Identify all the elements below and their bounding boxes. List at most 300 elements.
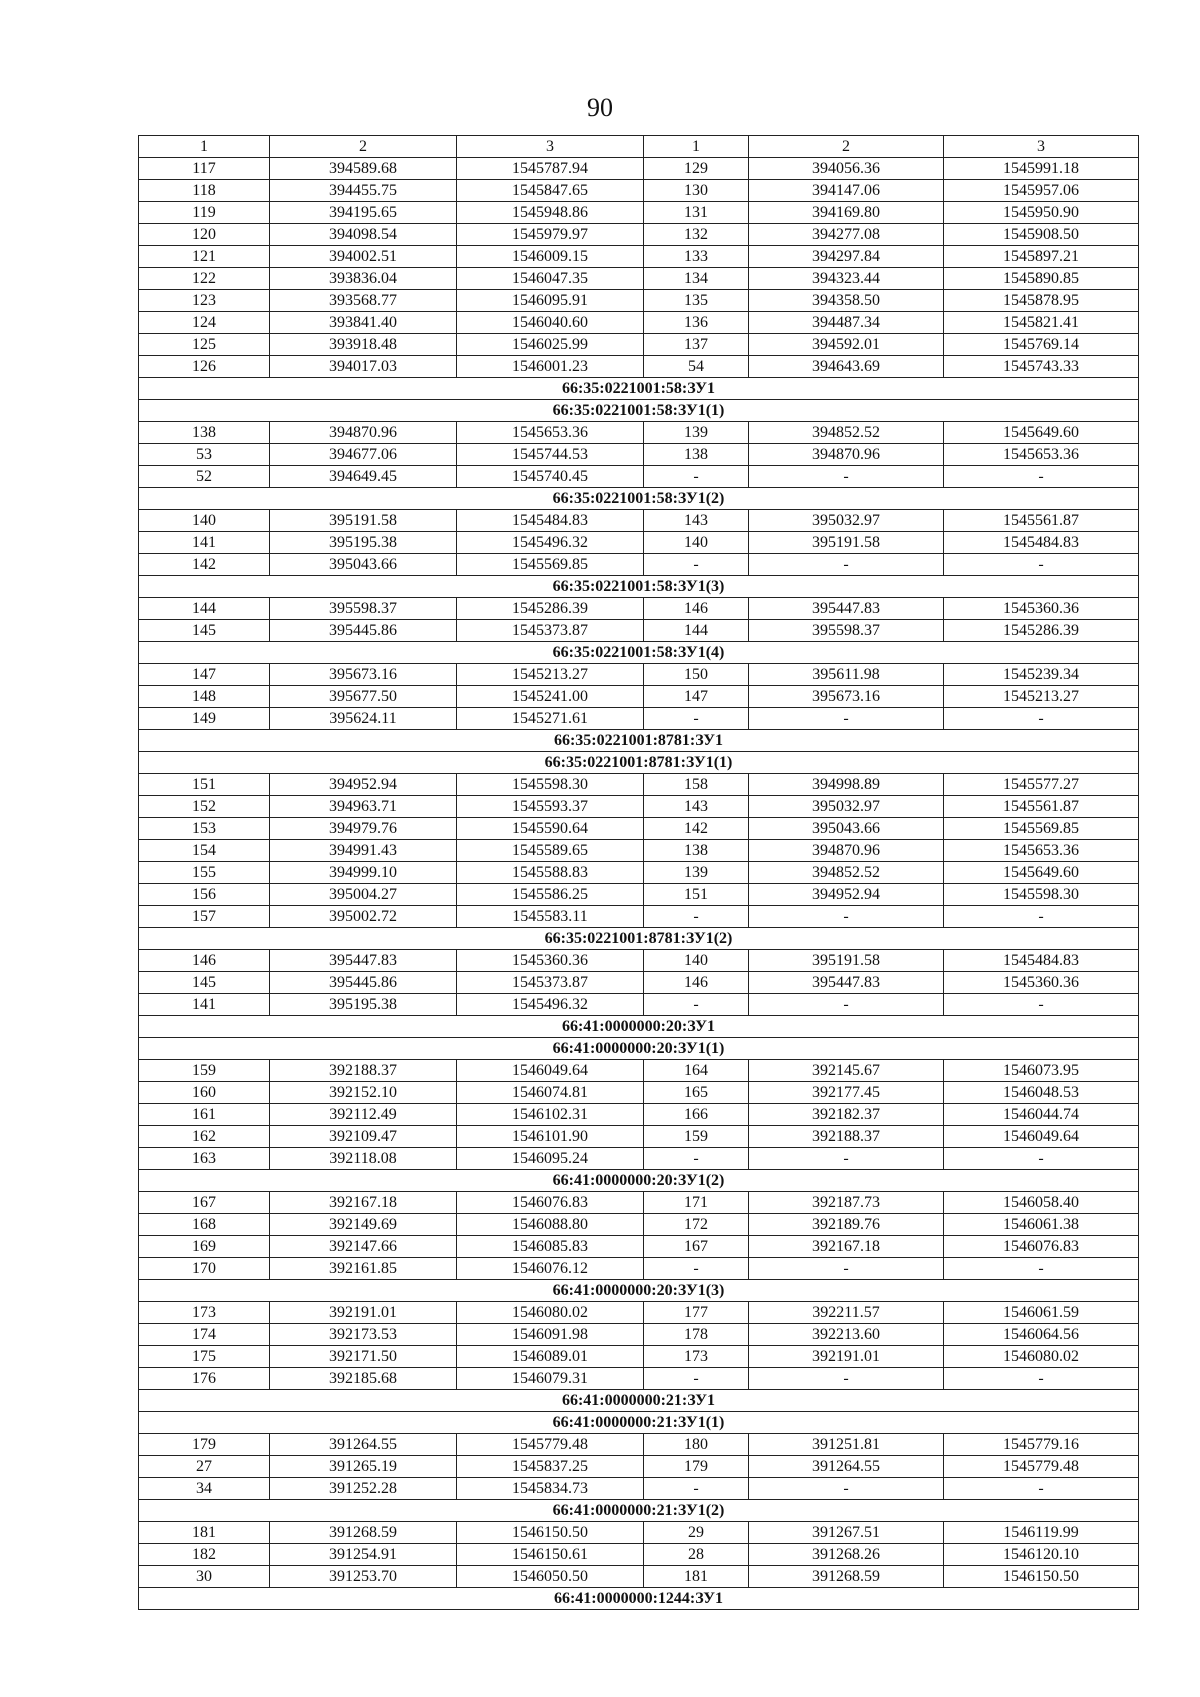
table-cell: - [944,906,1139,928]
table-cell: 391253.70 [270,1566,457,1588]
table-cell: 133 [644,246,749,268]
table-cell: 392118.08 [270,1148,457,1170]
header-cell: 1 [139,136,270,158]
table-cell: 394455.75 [270,180,457,202]
table-cell: 1545979.97 [457,224,644,246]
table-row [139,906,1139,928]
table-cell: 125 [139,334,270,356]
table-cell: 1545360.36 [457,950,644,972]
section-heading: 66:35:0221001:58:ЗУ1(4) [139,642,1139,664]
table-cell: 141 [139,994,270,1016]
table-row [139,1566,1139,1588]
table-cell: 394323.44 [749,268,944,290]
table-cell: 170 [139,1258,270,1280]
table-row [139,1456,1139,1478]
table-cell: - [644,466,749,488]
table-row [139,510,1139,532]
table-cell: 393918.48 [270,334,457,356]
table-cell: 392145.67 [749,1060,944,1082]
table-cell: 394998.89 [749,774,944,796]
table-cell: 395624.11 [270,708,457,730]
table-cell: 147 [139,664,270,686]
table-cell: 393836.04 [270,268,457,290]
table-cell: 392191.01 [270,1302,457,1324]
table-cell: - [944,466,1139,488]
table-cell: 395191.58 [270,510,457,532]
table-cell: 164 [644,1060,749,1082]
table-row [139,862,1139,884]
table-cell: 1546073.95 [944,1060,1139,1082]
table-cell: - [749,554,944,576]
table-cell: - [644,1368,749,1390]
table-cell: 155 [139,862,270,884]
table-cell: - [644,906,749,928]
table-cell: 136 [644,312,749,334]
table-cell: - [944,994,1139,1016]
table-cell: 1545837.25 [457,1456,644,1478]
table-cell: 395445.86 [270,620,457,642]
table-cell: 1546091.98 [457,1324,644,1346]
table-cell: 395032.97 [749,796,944,818]
section-heading-row [139,488,1139,510]
table-cell: 151 [139,774,270,796]
table-cell: 391268.26 [749,1544,944,1566]
coordinates-table [138,135,1139,1610]
table-cell: 1546088.80 [457,1214,644,1236]
table-cell: - [944,1258,1139,1280]
table-cell: 395445.86 [270,972,457,994]
table-cell: 394952.94 [270,774,457,796]
table-cell: 395447.83 [270,950,457,972]
table-cell: 394277.08 [749,224,944,246]
table-cell: 391264.55 [749,1456,944,1478]
table-row [139,422,1139,444]
table-cell: 392171.50 [270,1346,457,1368]
table-cell: 395598.37 [749,620,944,642]
table-cell: 146 [139,950,270,972]
table-cell: 54 [644,356,749,378]
table-row [139,1522,1139,1544]
table-cell: 394952.94 [749,884,944,906]
section-heading: 66:41:0000000:20:ЗУ1 [139,1016,1139,1038]
table-row [139,1214,1139,1236]
section-heading-row [139,752,1139,774]
table-cell: 394098.54 [270,224,457,246]
table-cell: 159 [644,1126,749,1148]
table-cell: - [749,1368,944,1390]
table-cell: 132 [644,224,749,246]
table-row [139,1104,1139,1126]
table-cell: 1545598.30 [457,774,644,796]
table-cell: 1545589.65 [457,840,644,862]
header-cell: 1 [644,136,749,158]
table-cell: 121 [139,246,270,268]
table-cell: 175 [139,1346,270,1368]
table-cell: 173 [139,1302,270,1324]
table-cell: 1545890.85 [944,268,1139,290]
table-cell: 171 [644,1192,749,1214]
table-row [139,312,1139,334]
table-cell: 395032.97 [749,510,944,532]
table-row [139,1544,1139,1566]
table-cell: 1545373.87 [457,972,644,994]
section-heading: 66:41:0000000:20:ЗУ1(3) [139,1280,1139,1302]
table-cell: 149 [139,708,270,730]
table-cell: 143 [644,796,749,818]
table-cell: 1545991.18 [944,158,1139,180]
table-cell: 1545496.32 [457,532,644,554]
table-cell: 181 [644,1566,749,1588]
table-cell: 1546150.50 [944,1566,1139,1588]
table-cell: 139 [644,862,749,884]
table-cell: 117 [139,158,270,180]
table-cell: - [749,1478,944,1500]
table-cell: 129 [644,158,749,180]
table-cell: 1546080.02 [457,1302,644,1324]
table-cell: 1546040.60 [457,312,644,334]
table-cell: 1546044.74 [944,1104,1139,1126]
table-cell: 30 [139,1566,270,1588]
table-cell: 1545286.39 [944,620,1139,642]
table-cell: 1545213.27 [944,686,1139,708]
table-cell: 29 [644,1522,749,1544]
table-cell: 395677.50 [270,686,457,708]
table-cell: 394002.51 [270,246,457,268]
table-cell: - [749,708,944,730]
table-cell: 1545569.85 [457,554,644,576]
table-cell: 1545779.48 [457,1434,644,1456]
table-row [139,1302,1139,1324]
table-row [139,224,1139,246]
table-cell: 146 [644,598,749,620]
header-row [139,136,1139,158]
table-cell: 392213.60 [749,1324,944,1346]
table-cell: 152 [139,796,270,818]
table-cell: 1545593.37 [457,796,644,818]
table-cell: 394017.03 [270,356,457,378]
section-heading-row [139,1390,1139,1412]
table-cell: 168 [139,1214,270,1236]
table-cell: - [644,994,749,1016]
table-cell: 174 [139,1324,270,1346]
table-cell: 145 [139,972,270,994]
table-cell: 167 [139,1192,270,1214]
table-cell: 395043.66 [749,818,944,840]
table-cell: 392112.49 [270,1104,457,1126]
section-heading-row [139,400,1139,422]
header-cell: 2 [749,136,944,158]
table-cell: 391268.59 [270,1522,457,1544]
table-cell: 1546047.35 [457,268,644,290]
table-cell: 156 [139,884,270,906]
table-cell: 1545649.60 [944,862,1139,884]
table-cell: 126 [139,356,270,378]
section-heading-row [139,1500,1139,1522]
table-cell: 395191.58 [749,532,944,554]
section-heading: 66:41:0000000:21:ЗУ1 [139,1390,1139,1412]
section-heading: 66:41:0000000:21:ЗУ1(2) [139,1500,1139,1522]
table-cell: 1545484.83 [944,950,1139,972]
table-cell: 391252.28 [270,1478,457,1500]
table-cell: 394147.06 [749,180,944,202]
table-cell: 1546001.23 [457,356,644,378]
table-row [139,796,1139,818]
table-cell: 1545878.95 [944,290,1139,312]
section-heading: 66:35:0221001:58:ЗУ1(3) [139,576,1139,598]
table-row [139,1082,1139,1104]
section-heading: 66:35:0221001:8781:ЗУ1(1) [139,752,1139,774]
table-cell: 1546095.24 [457,1148,644,1170]
table-cell: - [749,1148,944,1170]
table-cell: 394979.76 [270,818,457,840]
table-cell: 1545588.83 [457,862,644,884]
table-cell: 1546074.81 [457,1082,644,1104]
table-cell: 165 [644,1082,749,1104]
table-cell: 392161.85 [270,1258,457,1280]
table-cell: 391264.55 [270,1434,457,1456]
table-cell: 1545577.27 [944,774,1139,796]
table-row [139,1192,1139,1214]
table-row [139,1258,1139,1280]
table-row [139,334,1139,356]
table-row [139,1324,1139,1346]
table-cell: 1545569.85 [944,818,1139,840]
table-cell: 53 [139,444,270,466]
table-cell: 1546061.59 [944,1302,1139,1324]
table-cell: 394999.10 [270,862,457,884]
table-cell: 173 [644,1346,749,1368]
table-cell: 138 [644,840,749,862]
table-cell: 1545908.50 [944,224,1139,246]
table-cell: 395004.27 [270,884,457,906]
table-cell: - [944,1478,1139,1500]
table-row [139,1126,1139,1148]
section-heading-row [139,1412,1139,1434]
table-cell: 141 [139,532,270,554]
page-number: 90 [587,93,613,122]
section-heading-row [139,1280,1139,1302]
table-cell: 1545360.36 [944,598,1139,620]
table-row [139,290,1139,312]
table-cell: 134 [644,268,749,290]
table-cell: 394169.80 [749,202,944,224]
table-cell: 1545740.45 [457,466,644,488]
table-cell: 395002.72 [270,906,457,928]
table-cell: 1545561.87 [944,796,1139,818]
table-cell: 150 [644,664,749,686]
table-cell: 138 [644,444,749,466]
table-row [139,356,1139,378]
table-cell: 146 [644,972,749,994]
table-row [139,664,1139,686]
table-cell: 138 [139,422,270,444]
table-cell: - [749,906,944,928]
table-cell: 148 [139,686,270,708]
table-cell: 1545241.00 [457,686,644,708]
table-cell: 395673.16 [270,664,457,686]
table-cell: 392177.45 [749,1082,944,1104]
table-cell: 392182.37 [749,1104,944,1126]
table-cell: 158 [644,774,749,796]
table-cell: 1545373.87 [457,620,644,642]
table-cell: 1546095.91 [457,290,644,312]
table-cell: 1545286.39 [457,598,644,620]
table-cell: 142 [139,554,270,576]
table-row [139,1346,1139,1368]
table-cell: 394297.84 [749,246,944,268]
table-cell: 394870.96 [749,444,944,466]
table-cell: 163 [139,1148,270,1170]
table-cell: 394195.65 [270,202,457,224]
table-cell: 181 [139,1522,270,1544]
table-cell: 1546150.50 [457,1522,644,1544]
section-heading-row [139,1170,1139,1192]
table-cell: 119 [139,202,270,224]
table-cell: 1546089.01 [457,1346,644,1368]
table-cell: 391267.51 [749,1522,944,1544]
table-cell: 392187.73 [749,1192,944,1214]
table-cell: 1545787.94 [457,158,644,180]
table-cell: 393841.40 [270,312,457,334]
table-cell: - [644,1148,749,1170]
table-cell: 135 [644,290,749,312]
table-cell: - [944,708,1139,730]
table-cell: 140 [644,950,749,972]
section-heading: 66:35:0221001:8781:ЗУ1(2) [139,928,1139,950]
table-row [139,158,1139,180]
table-cell: 139 [644,422,749,444]
table-cell: 394852.52 [749,422,944,444]
table-cell: 395195.38 [270,994,457,1016]
header-cell: 3 [457,136,644,158]
table-cell: 142 [644,818,749,840]
table-cell: 394056.36 [749,158,944,180]
table-row [139,994,1139,1016]
table-cell: 1545834.73 [457,1478,644,1500]
section-heading-row [139,730,1139,752]
table-cell: 162 [139,1126,270,1148]
table-cell: 1546050.50 [457,1566,644,1588]
table-cell: 161 [139,1104,270,1126]
table-row [139,532,1139,554]
table-cell: 124 [139,312,270,334]
section-heading: 66:35:0221001:58:ЗУ1(2) [139,488,1139,510]
table-cell: 392188.37 [749,1126,944,1148]
table-cell: 395191.58 [749,950,944,972]
table-cell: 140 [644,532,749,554]
table-cell: 1545653.36 [944,444,1139,466]
table-cell: - [944,1148,1139,1170]
table-row [139,202,1139,224]
table-cell: 153 [139,818,270,840]
table-cell: 179 [644,1456,749,1478]
table-cell: 395195.38 [270,532,457,554]
table-cell: 1545653.36 [944,840,1139,862]
table-cell: 1545847.65 [457,180,644,202]
table-cell: 392185.68 [270,1368,457,1390]
table-cell: 182 [139,1544,270,1566]
table-cell: - [644,1258,749,1280]
table-cell: 1545743.33 [944,356,1139,378]
table-cell: 145 [139,620,270,642]
table-cell: 392191.01 [749,1346,944,1368]
table-cell: 157 [139,906,270,928]
header-cell: 3 [944,136,1139,158]
table-cell: 1546009.15 [457,246,644,268]
table-cell: 1546025.99 [457,334,644,356]
table-cell: 1546049.64 [944,1126,1139,1148]
section-heading-row [139,1588,1139,1610]
table-cell: 130 [644,180,749,202]
table-cell: 394852.52 [749,862,944,884]
table-cell: 395611.98 [749,664,944,686]
table-cell: 392149.69 [270,1214,457,1236]
table-cell: - [644,1478,749,1500]
table-cell: 391254.91 [270,1544,457,1566]
table-row [139,246,1139,268]
table-cell: 391265.19 [270,1456,457,1478]
table-cell: 1546049.64 [457,1060,644,1082]
table-cell: 394487.34 [749,312,944,334]
table-cell: 1546076.12 [457,1258,644,1280]
table-cell: 392167.18 [270,1192,457,1214]
table-cell: 392167.18 [749,1236,944,1258]
table-cell: 159 [139,1060,270,1082]
table-cell: 27 [139,1456,270,1478]
table-cell: 1545821.41 [944,312,1139,334]
table-cell: 394358.50 [749,290,944,312]
table-cell: 1546102.31 [457,1104,644,1126]
table-cell: 1545649.60 [944,422,1139,444]
table-cell: 1546076.83 [944,1236,1139,1258]
table-cell: 1545360.36 [944,972,1139,994]
table-cell: 395447.83 [749,598,944,620]
table-cell: 131 [644,202,749,224]
table-cell: 1545948.86 [457,202,644,224]
table-cell: 1545744.53 [457,444,644,466]
table-row [139,686,1139,708]
table-cell: 1546061.38 [944,1214,1139,1236]
table-row [139,1368,1139,1390]
table-cell: 392189.76 [749,1214,944,1236]
table-cell: 120 [139,224,270,246]
section-heading: 66:41:0000000:20:ЗУ1(2) [139,1170,1139,1192]
table-cell: 176 [139,1368,270,1390]
table-cell: 394870.96 [270,422,457,444]
table-cell: 123 [139,290,270,312]
table-cell: 137 [644,334,749,356]
section-heading-row [139,642,1139,664]
table-row [139,818,1139,840]
table-cell: 1545950.90 [944,202,1139,224]
table-row [139,840,1139,862]
table-cell: 140 [139,510,270,532]
table-cell: 393568.77 [270,290,457,312]
table-cell: - [749,466,944,488]
table-row [139,268,1139,290]
table-cell: 392188.37 [270,1060,457,1082]
table-cell: 143 [644,510,749,532]
table-cell: 392147.66 [270,1236,457,1258]
table-cell: 391268.59 [749,1566,944,1588]
table-cell: - [944,1368,1139,1390]
table-cell: 394592.01 [749,334,944,356]
table-cell: 1545590.64 [457,818,644,840]
table-cell: 144 [644,620,749,642]
section-heading-row [139,576,1139,598]
table-row [139,620,1139,642]
table-cell: 392211.57 [749,1302,944,1324]
